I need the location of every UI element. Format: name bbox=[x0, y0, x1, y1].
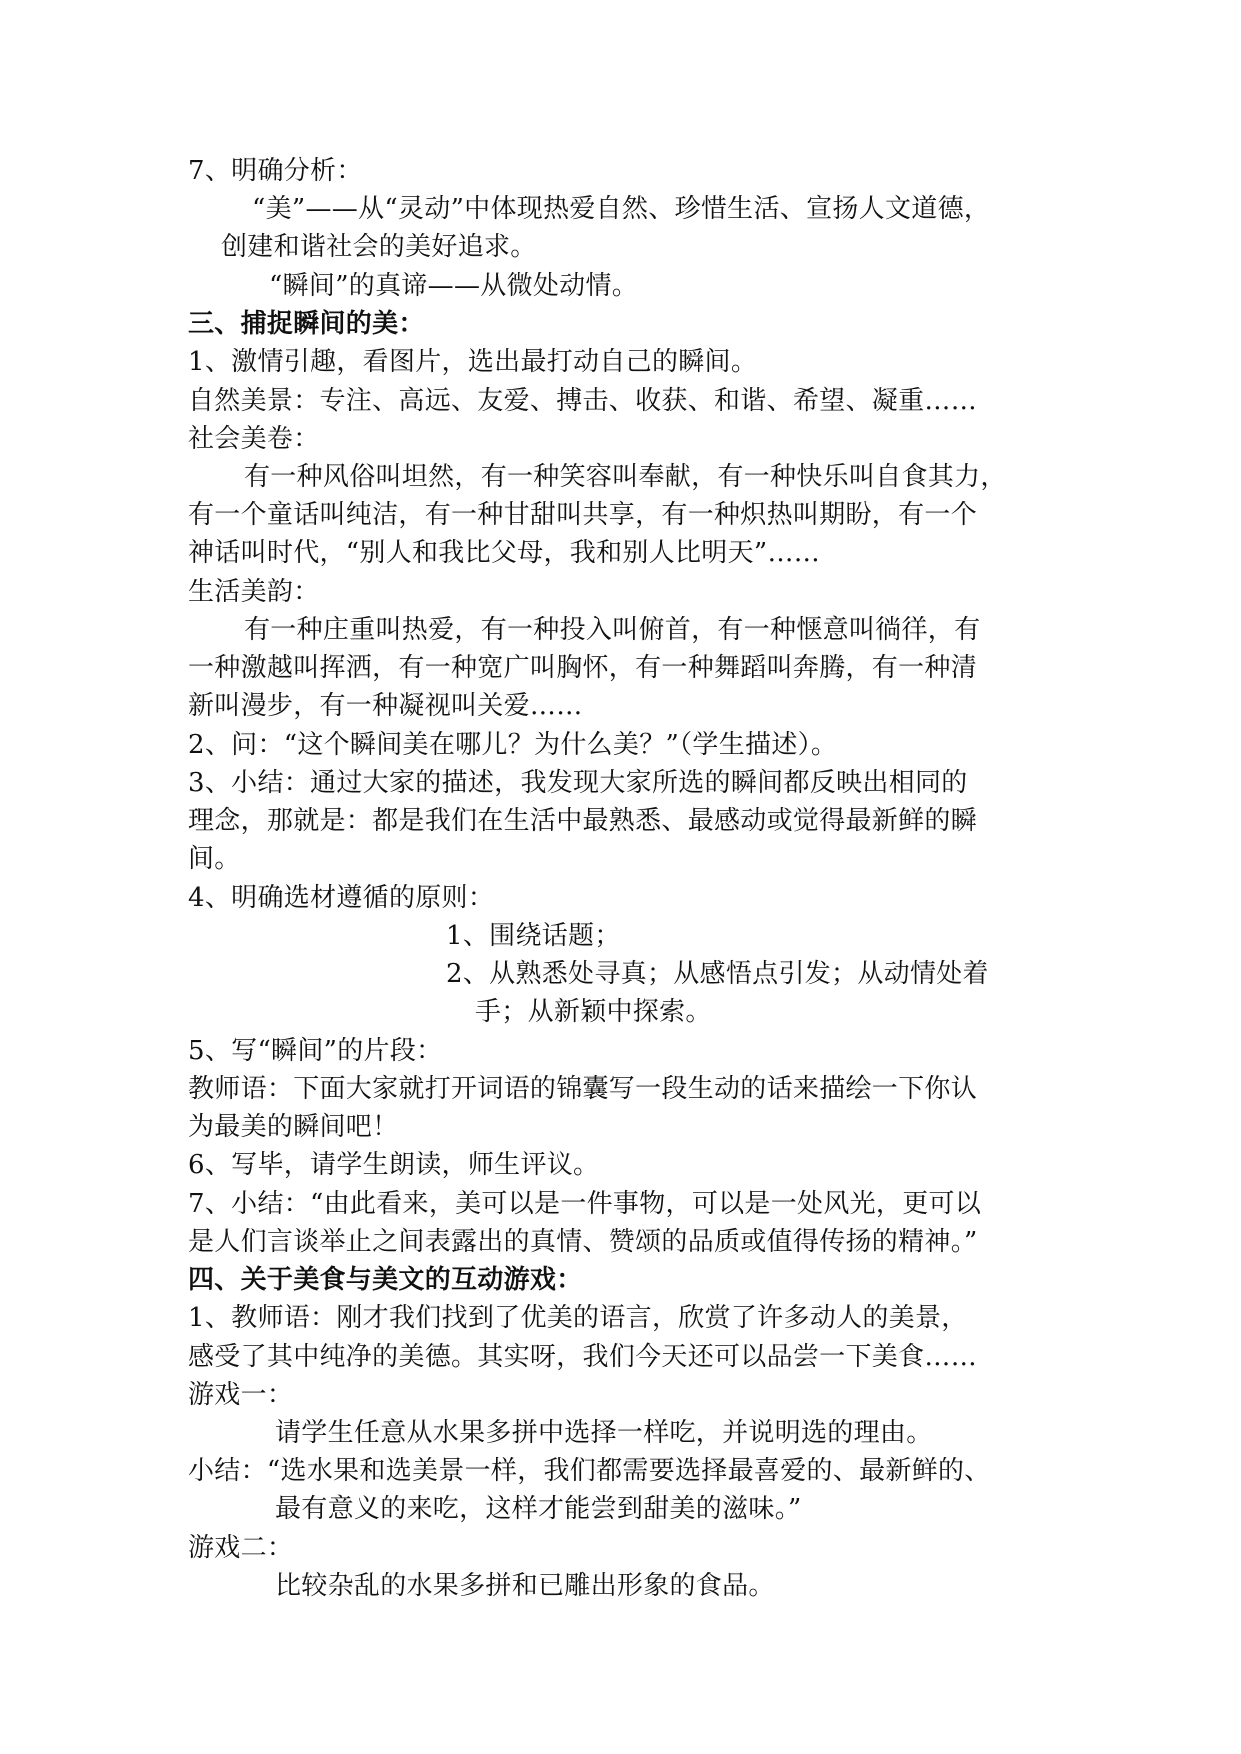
item-3-summary-line-3: 间。 bbox=[188, 844, 241, 874]
item-3-summary-line-2: 理念，那就是：都是我们在生活中最熟悉、最感动或觉得最新鲜的瞬 bbox=[188, 806, 978, 836]
social-paragraph-line-1: 有一种风俗叫坦然，有一种笑容叫奉献，有一种快乐叫自食其力， bbox=[244, 462, 1007, 492]
item-2-question: 2、问：“这个瞬间美在哪儿？为什么美？”（学生描述）。 bbox=[188, 730, 838, 760]
social-paragraph-line-3: 神话叫时代，“别人和我比父母，我和别人比明天”…… bbox=[188, 538, 821, 568]
life-paragraph-line-1: 有一种庄重叫热爱，有一种投入叫俯首，有一种惬意叫徜徉，有 bbox=[244, 615, 981, 645]
game-one-label: 游戏一： bbox=[188, 1380, 294, 1410]
principle-2-line-1: 2、从熟悉处寻真；从感悟点引发；从动情处着 bbox=[446, 959, 989, 989]
principle-2-line-2: 手；从新颖中探索。 bbox=[475, 997, 712, 1027]
item-7-analysis: 7、明确分析： bbox=[188, 156, 363, 186]
teacher-words-line-1: 教师语：下面大家就打开词语的锦囊写一段生动的话来描绘一下你认 bbox=[188, 1074, 978, 1104]
item-4-principles: 4、明确选材遵循的原则： bbox=[188, 883, 495, 913]
life-charm-label: 生活美韵： bbox=[188, 577, 320, 607]
item-7-summary-line-1: 7、小结：“由此看来，美可以是一件事物，可以是一处风光，更可以 bbox=[188, 1189, 982, 1219]
social-scroll-label: 社会美卷： bbox=[188, 424, 320, 454]
game-one-summary-line-1: 小结：“选水果和选美景一样，我们都需要选择最喜爱的、最新鲜的、 bbox=[188, 1456, 991, 1486]
game-two-instruction: 比较杂乱的水果多拼和已雕出形象的食品。 bbox=[275, 1571, 775, 1601]
principle-1: 1、围绕话题； bbox=[446, 921, 621, 951]
social-paragraph-line-2: 有一个童话叫纯洁，有一种甘甜叫共享，有一种炽热叫期盼，有一个 bbox=[188, 500, 978, 530]
section-four-heading: 四、关于美食与美文的互动游戏： bbox=[188, 1265, 583, 1295]
life-paragraph-line-3: 新叫漫步，有一种凝视叫关爱…… bbox=[188, 691, 583, 721]
item-1-interest: 1、激情引趣，看图片，选出最打动自己的瞬间。 bbox=[188, 347, 758, 377]
game-intro-line-1: 1、教师语：刚才我们找到了优美的语言，欣赏了许多动人的美景， bbox=[188, 1303, 968, 1333]
analysis-beauty-line-2: 创建和谐社会的美好追求。 bbox=[221, 232, 537, 262]
game-one-instruction: 请学生任意从水果多拼中选择一样吃，并说明选的理由。 bbox=[275, 1418, 933, 1448]
item-7-summary-line-2: 是人们言谈举止之间表露出的真情、赞颂的品质或值得传扬的精神。” bbox=[188, 1227, 978, 1257]
item-5-write: 5、写“瞬间”的片段： bbox=[188, 1036, 443, 1066]
analysis-beauty-line-1: “美”——从“灵动”中体现热爱自然、珍惜生活、宣扬人文道德， bbox=[252, 194, 991, 224]
game-two-label: 游戏二： bbox=[188, 1533, 294, 1563]
item-3-summary-line-1: 3、小结：通过大家的描述，我发现大家所选的瞬间都反映出相同的 bbox=[188, 768, 968, 798]
game-one-summary-line-2: 最有意义的来吃，这样才能尝到甜美的滋味。” bbox=[275, 1494, 802, 1524]
analysis-moment-line: “瞬间”的真谛——从微处动情。 bbox=[269, 271, 639, 301]
teacher-words-line-2: 为最美的瞬间吧！ bbox=[188, 1112, 399, 1142]
item-6-read: 6、写毕，请学生朗读，师生评议。 bbox=[188, 1150, 600, 1180]
life-paragraph-line-2: 一种激越叫挥洒，有一种宽广叫胸怀，有一种舞蹈叫奔腾，有一种清 bbox=[188, 653, 978, 683]
natural-scenery-line: 自然美景：专注、高远、友爱、搏击、收获、和谐、希望、凝重…… bbox=[188, 386, 978, 416]
game-intro-line-2: 感受了其中纯净的美德。其实呀，我们今天还可以品尝一下美食…… bbox=[188, 1342, 978, 1372]
section-three-heading: 三、捕捉瞬间的美： bbox=[188, 309, 425, 339]
